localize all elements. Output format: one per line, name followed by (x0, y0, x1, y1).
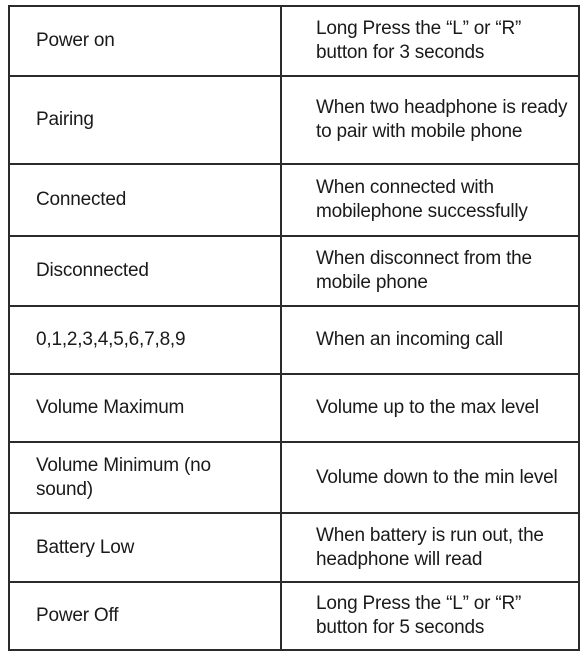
table-row (9, 164, 579, 236)
description-cell: Volume up to the max level (281, 374, 579, 442)
table-row (9, 6, 579, 76)
table-row (9, 306, 579, 374)
description-cell: Volume down to the min level (281, 442, 579, 513)
description-cell: Long Press the “L” or “R” button for 5 seconds (281, 582, 579, 650)
event-cell: Power Off (9, 582, 281, 650)
event-cell: Disconnected (9, 236, 281, 306)
table-row (9, 236, 579, 306)
description-cell: When two headphone is ready to pair with mobile phone (281, 76, 579, 164)
event-cell: Power on (9, 6, 281, 76)
description-cell: When connected with mobilephone successfully (281, 164, 579, 236)
table-row (9, 582, 579, 650)
voice-prompt-table (8, 5, 580, 651)
event-cell: 0,1,2,3,4,5,6,7,8,9 (9, 306, 281, 374)
description-cell: Long Press the “L” or “R” button for 3 seconds (281, 6, 579, 76)
event-cell: Connected (9, 164, 281, 236)
event-cell: Battery Low (9, 513, 281, 582)
table-row (9, 76, 579, 164)
description-cell: When disconnect from the mobile phone (281, 236, 579, 306)
event-cell: Volume Minimum (no sound) (9, 442, 281, 513)
table-row (9, 442, 579, 513)
description-cell: When battery is run out, the headphone will read (281, 513, 579, 582)
table-row (9, 513, 579, 582)
event-cell: Pairing (9, 76, 281, 164)
description-cell: When an incoming call (281, 306, 579, 374)
event-cell: Volume Maximum (9, 374, 281, 442)
table-row (9, 374, 579, 442)
